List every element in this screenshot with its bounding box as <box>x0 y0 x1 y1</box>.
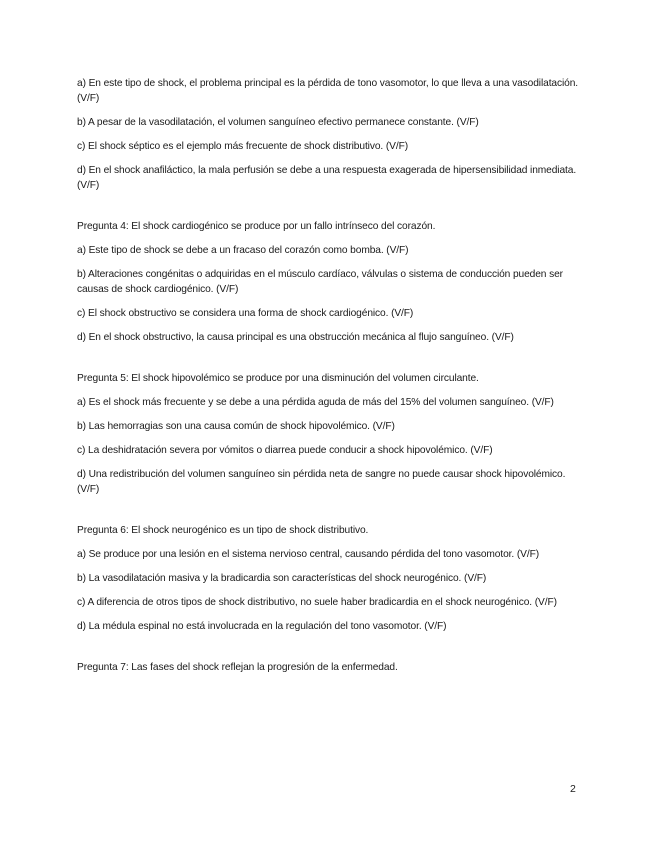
page-content <box>77 76 585 684</box>
statement-c: c) El shock séptico es el ejemplo más frecuente de shock distributivo. (V/F) <box>77 141 408 152</box>
statement-b: b) Alteraciones congénitas o adquiridas en el músculo cardíaco, válvulas o sistema de conducción pueden ser causas de shock cardiogénico. (V/F) <box>77 269 563 295</box>
question-section <box>77 371 585 497</box>
page-number: 2 <box>570 783 576 795</box>
statement-d: d) En el shock obstructivo, la causa principal es una obstrucción mecánica al flujo sanguíneo. (V/F) <box>77 332 514 343</box>
statement-a: a) Este tipo de shock se debe a un fracaso del corazón como bomba. (V/F) <box>77 245 409 256</box>
statement-d: d) Una redistribución del volumen sanguíneo sin pérdida neta de sangre no puede causar shock hipovolémico. (V/F) <box>77 469 566 495</box>
statement-c: c) El shock obstructivo se considera una forma de shock cardiogénico. (V/F) <box>77 308 414 319</box>
statement-c: c) A diferencia de otros tipos de shock distributivo, no suele haber bradicardia en el shock neurogénico. (V/F) <box>77 597 557 608</box>
question-heading: Pregunta 7: Las fases del shock reflejan la progresión de la enfermedad. <box>77 662 398 673</box>
question-section <box>77 523 585 634</box>
question-heading: Pregunta 5: El shock hipovolémico se produce por una disminución del volumen circulante. <box>77 373 479 384</box>
statement-a: a) En este tipo de shock, el problema principal es la pérdida de tono vasomotor, lo que lleva a una vasodilatación. (V/F) <box>77 78 579 104</box>
statement-b: b) La vasodilatación masiva y la bradicardia son características del shock neurogénico. (V/F) <box>77 573 487 584</box>
statement-b: b) Las hemorragias son una causa común de shock hipovolémico. (V/F) <box>77 421 395 432</box>
question-section <box>77 660 585 675</box>
question-heading: Pregunta 6: El shock neurogénico es un tipo de shock distributivo. <box>77 525 369 536</box>
statement-a: a) Es el shock más frecuente y se debe a una pérdida aguda de más del 15% del volumen sanguíneo. (V/F) <box>77 397 554 408</box>
question-section <box>77 76 585 193</box>
statement-d: d) La médula espinal no está involucrada en la regulación del tono vasomotor. (V/F) <box>77 621 447 632</box>
statement-b: b) A pesar de la vasodilatación, el volumen sanguíneo efectivo permanece constante. (V/F) <box>77 117 479 128</box>
statement-c: c) La deshidratación severa por vómitos o diarrea puede conducir a shock hipovolémico. (V/F) <box>77 445 493 456</box>
question-section <box>77 219 585 345</box>
question-heading: Pregunta 4: El shock cardiogénico se produce por un fallo intrínseco del corazón. <box>77 221 436 232</box>
statement-a: a) Se produce por una lesión en el sistema nervioso central, causando pérdida del tono vasomotor. (V/F) <box>77 549 539 560</box>
statement-d: d) En el shock anafiláctico, la mala perfusión se debe a una respuesta exagerada de hipersensibilidad inmediata. (V/F) <box>77 165 577 191</box>
